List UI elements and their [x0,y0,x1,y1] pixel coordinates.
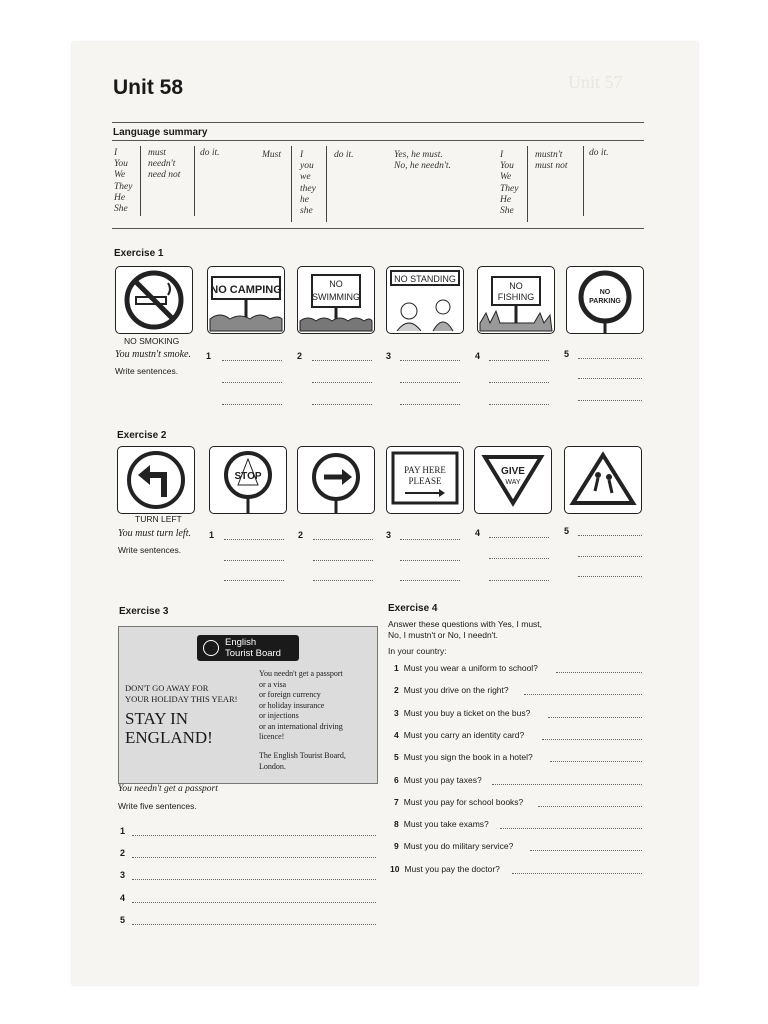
exercise1-instruction: Write sentences. [115,366,179,376]
item-number: 4 [120,893,126,903]
exercise2-caption: TURN LEFT [135,514,182,524]
summary-pronouns-1: I You We They He She [114,148,133,215]
item-number: 3 [120,870,126,880]
answer-line[interactable] [556,672,642,673]
answer-line[interactable] [530,850,642,851]
divider [326,146,327,222]
no-camping-sign [207,266,285,334]
answer-line[interactable] [132,924,376,925]
answer-line[interactable] [578,576,642,577]
answer-line[interactable] [542,739,642,740]
answer-line[interactable] [578,378,642,379]
rule [112,140,644,141]
svg-text:GIVE: GIVE [501,466,525,477]
exercise4-heading: Exercise 4 [388,603,438,614]
svg-text:NO: NO [599,289,611,296]
svg-text:STOP: STOP [234,471,262,482]
question-item: 5 Must you sign the book in a hotel? [394,752,533,762]
question-item: 6 Must you pay taxes? [394,775,482,785]
question-item: 10 Must you pay the doctor? [390,864,500,874]
svg-text:WAY: WAY [505,479,521,486]
exercise2-example: You must turn left. [118,528,191,539]
answer-line[interactable] [312,404,372,405]
answer-line[interactable] [313,580,373,581]
svg-text:NO: NO [329,279,343,289]
exercise2-instruction: Write sentences. [118,545,182,555]
summary-answers: Yes, he must. No, he needn't. [394,150,451,172]
answer-line[interactable] [492,784,642,785]
item-number: 1 [209,530,215,540]
no-parking-sign [566,266,644,334]
item-number: 2 [298,530,304,540]
svg-text:PAY HERE: PAY HERE [404,465,446,475]
children-crossing-sign [564,446,642,514]
item-number: 4 [475,528,481,538]
answer-line[interactable] [224,580,284,581]
no-fishing-sign [477,266,555,334]
question-item: 2 Must you drive on the right? [394,685,509,695]
answer-line[interactable] [312,360,372,361]
question-item: 3 Must you buy a ticket on the bus? [394,708,531,718]
rose-emblem-icon [203,640,219,656]
exercise1-example: You mustn't smoke. [115,349,191,360]
answer-line[interactable] [489,404,549,405]
answer-line[interactable] [132,879,376,880]
no-standing-sign [386,266,464,334]
svg-text:SWIMMING: SWIMMING [312,292,360,302]
answer-line[interactable] [400,539,460,540]
pay-here-please-sign [386,446,464,514]
answer-line[interactable] [222,404,282,405]
question-item: 4 Must you carry an identity card? [394,730,525,740]
item-number: 2 [297,351,303,361]
answer-line[interactable] [313,539,373,540]
answer-line[interactable] [512,873,642,874]
summary-must-question: Must [262,150,281,160]
answer-line[interactable] [489,382,549,383]
exercise3-example: You needn't get a passport [118,784,218,794]
answer-line[interactable] [312,382,372,383]
answer-line[interactable] [578,400,642,401]
answer-line[interactable] [132,902,376,903]
exercise4-instruction: Answer these questions with Yes, I must, No, I mustn't or No, I needn't. [388,619,543,640]
divider [140,146,141,216]
answer-line[interactable] [578,535,642,536]
exercise4-country: In your country: [388,646,447,656]
svg-text:NO: NO [509,281,523,291]
answer-line[interactable] [578,556,642,557]
answer-line[interactable] [400,382,460,383]
answer-line[interactable] [222,382,282,383]
advert-headline: STAY IN ENGLAND! [125,709,213,747]
tourist-board-advert [118,626,378,784]
exercise1-heading: Exercise 1 [114,248,164,259]
answer-line[interactable] [524,694,642,695]
summary-do-it-1: do it. [200,148,220,158]
summary-pronouns-3: I You We They He She [500,150,519,217]
advert-signature: The English Tourist Board, London. [259,751,346,771]
divider [194,146,195,216]
item-number: 3 [386,530,392,540]
item-number: 4 [475,351,481,361]
item-number: 5 [564,349,570,359]
divider [291,146,292,222]
answer-line[interactable] [224,560,284,561]
rule [112,228,644,229]
answer-line[interactable] [400,404,460,405]
summary-modals-3: mustn't must not [535,150,568,172]
turn-right-sign [297,446,375,514]
answer-line[interactable] [548,717,642,718]
item-number: 2 [120,848,126,858]
svg-text:PLEASE: PLEASE [408,476,442,486]
tourist-board-name: English Tourist Board [225,637,281,659]
answer-line[interactable] [578,358,642,359]
item-number: 1 [120,826,126,836]
answer-line[interactable] [132,857,376,858]
item-number: 3 [386,351,392,361]
svg-text:NO STANDING: NO STANDING [394,274,456,284]
no-smoking-sign [115,266,193,334]
tourist-board-logo [197,635,299,661]
answer-line[interactable] [489,360,549,361]
sign-text: NO CAMPING [210,284,282,296]
exercise3-heading: Exercise 3 [119,606,169,617]
give-way-sign [474,446,552,514]
item-number: 5 [564,526,570,536]
summary-modals-1: must needn't need not [148,148,181,181]
answer-line[interactable] [400,580,460,581]
exercise1-caption: NO SMOKING [124,336,180,346]
workbook-page [72,42,698,985]
question-item: 8 Must you take exams? [394,819,489,829]
divider [583,146,584,216]
question-item: 7 Must you pay for school books? [394,797,524,807]
question-item: 9 Must you do military service? [394,841,514,851]
show-through-text: Unit 57 [568,72,623,92]
answer-line[interactable] [224,539,284,540]
summary-heading: Language summary [113,127,208,138]
unit-title: Unit 58 [113,76,184,99]
answer-line[interactable] [550,761,642,762]
divider [527,146,528,222]
no-swimming-sign [297,266,375,334]
rule [112,122,644,123]
item-number: 1 [206,351,212,361]
answer-line[interactable] [489,558,549,559]
exercise3-instruction: Write five sentences. [118,801,197,811]
stop-sign [209,446,287,514]
answer-line[interactable] [489,580,549,581]
answer-line[interactable] [500,828,642,829]
item-number: 5 [120,915,126,925]
answer-line[interactable] [400,360,460,361]
answer-line[interactable] [222,360,282,361]
answer-line[interactable] [400,560,460,561]
svg-text:FISHING: FISHING [497,292,535,302]
question-item: 1 Must you wear a uniform to school? [394,663,538,673]
answer-line[interactable] [538,806,642,807]
turn-left-sign [117,446,195,514]
answer-line[interactable] [132,835,376,836]
answer-line[interactable] [489,537,549,538]
summary-pronouns-2: I you we they he she [300,150,316,217]
advert-list: You needn't get a passport or a visa or foreign currency or holiday insurance or injections or an international driving licence! [259,669,343,741]
advert-tagline: DON'T GO AWAY FOR YOUR HOLIDAY THIS YEAR! [125,683,238,704]
exercise2-heading: Exercise 2 [117,430,167,441]
summary-do-it-2: do it. [334,150,354,160]
svg-text:PARKING: PARKING [589,298,621,305]
answer-line[interactable] [313,560,373,561]
summary-do-it-3: do it. [589,148,609,158]
